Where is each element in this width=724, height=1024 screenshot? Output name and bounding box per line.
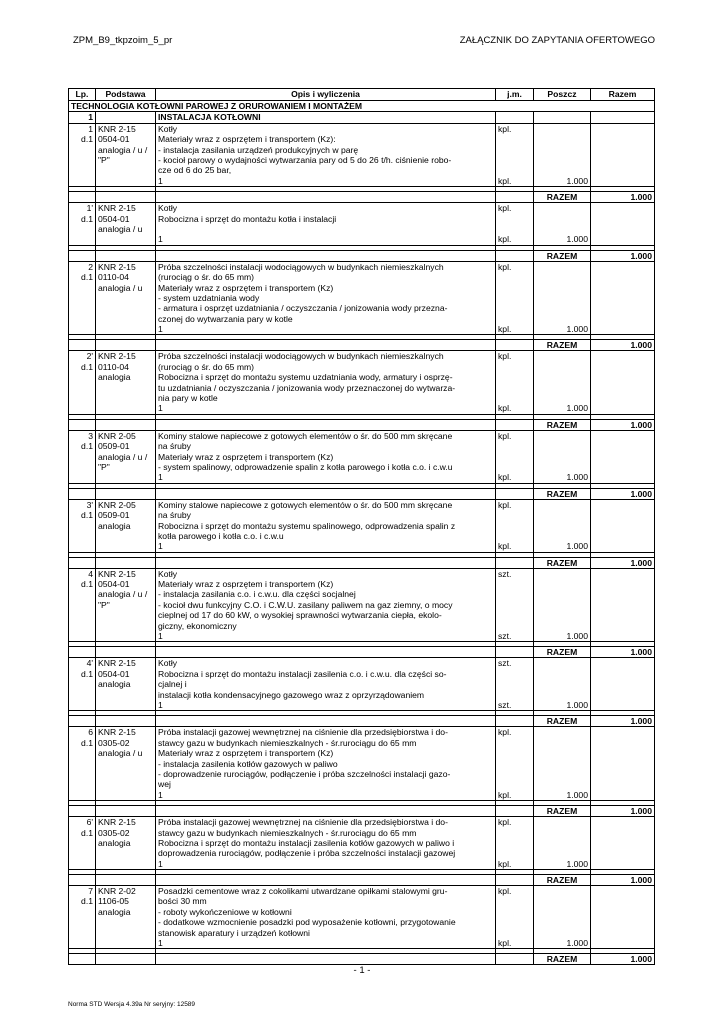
razem-value: 1.000 [591,557,655,568]
table-row [69,817,655,870]
item-description-line: - system uzdatniania wody [158,292,260,303]
item-lp-line: 2 [88,261,93,272]
item-description-line: Robocizna i sprzęt do montażu instalacji zasilenia kotłów gazowych w paliwo i [158,837,455,848]
item-description [156,568,496,642]
item-basis-line: KNR 2-02 [98,886,136,897]
item-description [156,499,496,552]
item-description-line: Kotły [158,658,178,669]
item-poszcz: 1.000 [534,203,591,246]
item-description-line: Kominy stalowe napiecowe z gotowych elementów o śr. do 500 mm skręcane [158,430,453,441]
item-lp [69,430,96,483]
item-lp [69,261,96,335]
item-quantity: 1 [158,938,163,949]
item-description-line: tu uzdatniania / oczyszczania / jonizowania wody przeznaczonej do wytwarza- [158,382,456,393]
razem-row [69,557,655,568]
item-unit: kpl. [498,261,512,272]
razem-label: RAZEM [534,250,591,261]
item-description [156,727,496,801]
item-unit-total: kpl. [498,175,512,186]
item-lp-line: d.1 [81,441,93,452]
document-header-right: ZAŁĄCZNIK DO ZAPYTANIA OFERTOWEGO [459,35,655,46]
table-header-row [69,89,655,101]
item-description [156,430,496,483]
item-poszcz: 1.000 [534,727,591,801]
item-poszcz: 1.000 [534,261,591,335]
item-poszcz: 1.000 [534,568,591,642]
razem-label: RAZEM [534,954,591,965]
item-basis-line: 0504-01 [98,579,130,590]
item-description-line: Kotły [158,568,178,579]
razem-value: 1.000 [591,340,655,351]
item-description-line: Robocizna i sprzęt do montażu systemu uzdatniania wody, armatury i osprzę- [158,372,453,383]
item-basis-line: 0509-01 [98,510,130,521]
cost-estimate-table [68,88,655,965]
item-quantity: 1 [158,234,163,245]
section-row [69,101,655,112]
item-lp-line: d.1 [81,213,93,224]
item-description-line: Kotły [158,123,178,134]
item-lp [69,351,96,414]
razem-value: 1.000 [591,192,655,203]
item-unit-total: kpl. [498,541,512,552]
item-basis-line: KNR 2-15 [98,351,136,362]
item-quantity: 1 [158,403,163,414]
item-basis-line: KNR 2-15 [98,568,136,579]
item-lp-line: 7 [88,886,93,897]
item-basis-line: analogia [98,372,131,383]
table-row [69,886,655,949]
item-lp-line: 6' [86,817,93,828]
item-lp-line: 3 [88,430,93,441]
item-unit: kpl. [498,817,512,828]
item-description-line: nia pary w kotle [158,393,218,404]
item-quantity: 1 [158,631,163,642]
item-quantity: 1 [158,858,163,869]
item-description-line: stanowisk aparatury i urządzeń kotłowni [158,927,310,938]
razem-row [69,419,655,430]
item-basis-line: KNR 2-15 [98,658,136,669]
item-basis-line: KNR 2-15 [98,261,136,272]
item-poszcz: 1.000 [534,886,591,949]
item-basis-line: KNR 2-15 [98,727,136,738]
item-lp [69,727,96,801]
item-description-line: cieplnej od 17 do 60 kW, o wysokiej sprawności wytwarzania ciepła, ekolo- [158,610,442,621]
item-description-line: Próba instalacji gazowej wewnętrznej na ciśnienie dla przedsiębiorstwa i do- [158,727,448,738]
item-unit-total: kpl. [498,789,512,800]
item-description-line: bości 30 mm [158,896,207,907]
razem-value: 1.000 [591,875,655,886]
item-description-line: Kominy stalowe napiecowe z gotowych elementów o śr. do 500 mm skręcane [158,499,453,510]
page-number: - 1 - [353,965,371,976]
item-lp-line: d.1 [81,510,93,521]
item-basis-line: analogia / u [98,748,143,759]
item-description-line: doprowadzenia rurociągów, podłączenie i próba szczelności instalacji gazowej [158,848,456,859]
item-lp [69,568,96,642]
item-basis-line: "P" [98,461,110,472]
item-description-line: stawcy gazu w budynkach niemieszkalnych - śr.rurociągu do 65 mm [158,827,417,838]
razem-value: 1.000 [591,647,655,658]
column-header-razem: Razem [591,89,655,101]
item-basis-line: 0504-01 [98,134,130,145]
razem-row [69,806,655,817]
item-basis-line: KNR 2-05 [98,430,136,441]
razem-row [69,250,655,261]
razem-label: RAZEM [534,488,591,499]
item-unit-total: kpl. [498,324,512,335]
table-row [69,123,655,186]
item-lp-line: d.1 [81,361,93,372]
table-row [69,351,655,414]
item-basis-line: analogia [98,679,131,690]
table-row [69,499,655,552]
item-unit-cell [496,727,534,801]
item-basis-line: "P" [98,154,110,165]
item-unit: kpl. [498,727,512,738]
table-row [69,203,655,246]
item-description [156,817,496,870]
item-description-line: (rurociąg o śr. do 65 mm) [158,272,254,283]
item-unit-total: kpl. [498,858,512,869]
item-description-line: Próba szczelności instalacji wodociągowych w budynkach niemieszkalnych [158,261,444,272]
item-basis [96,123,156,186]
table-row [69,568,655,642]
item-description-line: kotła parowego i kotła c.o. i c.w.u [158,530,284,541]
item-poszcz: 1.000 [534,430,591,483]
razem-label: RAZEM [534,419,591,430]
item-lp [69,499,96,552]
column-header-jm: j.m. [496,89,534,101]
item-description [156,123,496,186]
razem-value: 1.000 [591,954,655,965]
item-basis-line: KNR 2-15 [98,123,136,134]
item-unit: szt. [498,658,512,669]
item-unit-cell [496,499,534,552]
subsection-lp: 1 [69,112,96,123]
item-basis [96,430,156,483]
item-unit: kpl. [498,499,512,510]
razem-row [69,716,655,727]
item-unit-total: kpl. [498,234,512,245]
razem-row [69,488,655,499]
item-basis-line: 0509-01 [98,441,130,452]
section-title: TECHNOLOGIA KOTŁOWNI PAROWEJ Z ORUROWANIEM I MONTAŻEM [69,101,655,112]
item-description-line: - doprowadzenie rurociągów, podłączenie i próba szczelności instalacji gazo- [158,768,451,779]
item-description-line: Robocizna i sprzęt do montażu systemu spalinowego, odprowadzenia spalin z [158,520,456,531]
item-description-line: Kotły [158,203,178,214]
razem-value: 1.000 [591,806,655,817]
item-unit: kpl. [498,430,512,441]
table-row [69,658,655,711]
column-header-podstawa: Podstawa [96,89,156,101]
item-unit: kpl. [498,203,512,214]
software-version-note: Norma STD Wersja 4.39a Nr seryjny: 12589 [68,1001,196,1008]
item-description-line: - dodatkowe wzmocnienie posadzki pod wyposażenie kotłowni, przygotowanie [158,917,456,928]
column-header-lp: Lp. [69,89,96,101]
item-description-line: cze od 6 do 25 bar, [158,165,232,176]
document-header-left: ZPM_B9_tkpzoim_5_pr [73,35,173,46]
item-description-line: - instalacja zasilania c.o. i c.w.u. dla części socjalnej [158,589,356,600]
item-unit: kpl. [498,123,512,134]
item-description-line [158,224,493,234]
item-unit-cell [496,658,534,711]
item-description-line: Materiały wraz z osprzętem i transportem (Kz) [158,451,334,462]
item-lp-line: 1' [86,203,93,214]
item-basis-line: analogia / u / [98,451,148,462]
razem-label: RAZEM [534,875,591,886]
razem-row [69,647,655,658]
item-quantity: 1 [158,541,163,552]
column-header-opis: Opis i wyliczenia [156,89,496,101]
table-row [69,727,655,801]
item-basis [96,499,156,552]
item-description-line: - roboty wykończeniowe w kotłowni [158,906,292,917]
item-description-line: Próba szczelności instalacji wodociągowych w budynkach niemieszkalnych [158,351,444,362]
item-basis-line: analogia [98,837,131,848]
item-basis-line: analogia / u [98,282,143,293]
item-description-line: giczny, ekonomiczny [158,620,237,631]
razem-row [69,192,655,203]
item-poszcz: 1.000 [534,499,591,552]
item-basis-line: analogia [98,906,131,917]
item-lp-line: d.1 [81,896,93,907]
item-lp-line: d.1 [81,272,93,283]
item-lp [69,123,96,186]
item-basis [96,261,156,335]
item-unit-cell [496,203,534,246]
item-description-line: (rurociąg o śr. do 65 mm) [158,361,254,372]
item-basis [96,658,156,711]
item-quantity: 1 [158,472,163,483]
razem-label: RAZEM [534,647,591,658]
item-description-line: instalacji kotła kondensacyjnego gazowego wraz z oprzyrządowaniem [158,689,425,700]
razem-label: RAZEM [534,716,591,727]
item-basis-line: analogia / u / [98,144,148,155]
item-unit-total: szt. [498,631,512,642]
razem-label: RAZEM [534,192,591,203]
item-lp [69,817,96,870]
razem-label: RAZEM [534,557,591,568]
item-quantity: 1 [158,700,163,710]
item-unit-cell [496,123,534,186]
item-description-line: Materiały wraz z osprzętem i transportem (Kz) [158,579,334,590]
item-description-line: na śruby [158,441,191,452]
item-lp [69,203,96,246]
item-description-line: Materiały wraz z osprzętem i transportem (Kz): [158,134,336,145]
razem-value: 1.000 [591,250,655,261]
item-basis-line: 0305-02 [98,737,130,748]
item-unit-cell [496,886,534,949]
item-quantity: 1 [158,324,163,335]
item-quantity: 1 [158,175,163,186]
item-basis-line: 0504-01 [98,213,130,224]
item-description-line: Materiały wraz z osprzętem i transportem (Kz) [158,282,334,293]
item-description-line: Robocizna i sprzęt do montażu instalacji zasilenia c.o. i c.w.u. dla części so- [158,668,447,679]
item-unit-cell [496,261,534,335]
item-lp-line: d.1 [81,737,93,748]
item-basis [96,203,156,246]
item-description-line: wej [158,779,171,790]
item-basis-line: KNR 2-15 [98,817,136,828]
item-lp-line: 6 [88,727,93,738]
item-lp [69,886,96,949]
item-lp-line: d.1 [81,579,93,590]
item-basis-line: 1106-05 [98,896,129,907]
item-basis [96,727,156,801]
item-basis-line: 0504-01 [98,668,130,679]
item-basis-line: analogia / u [98,223,143,234]
item-poszcz: 1.000 [534,658,591,711]
razem-row [69,875,655,886]
item-description-line: czonej do wytwarzania pary w kotle [158,313,293,324]
item-lp-line: 4' [86,658,93,669]
column-header-poszcz: Poszcz [534,89,591,101]
item-basis [96,351,156,414]
item-lp-line: d.1 [81,668,93,679]
item-description-line: - kocioł parowy o wydajności wytwarzania pary od 5 do 26 t/h. ciśnienie robo- [158,154,452,165]
item-unit-cell [496,817,534,870]
item-basis-line: 0110-04 [98,272,129,283]
item-basis-line: KNR 2-05 [98,499,136,510]
item-unit-total: kpl. [498,938,512,949]
item-basis [96,568,156,642]
item-lp-line: 1 [88,123,93,134]
item-description-line: stawcy gazu w budynkach niemieszkalnych - śr.rurociągu do 65 mm [158,737,417,748]
item-basis-line: analogia [98,520,131,531]
item-basis-line: KNR 2-15 [98,203,136,214]
item-lp-line: d.1 [81,827,93,838]
item-description-line: - armatura i osprzęt uzdatniania / oczyszczania / jonizowania wody przezna- [158,303,448,314]
item-description-line: - instalacja zasilania urządzeń produkcyjnych w parę [158,144,359,155]
item-poszcz: 1.000 [534,351,591,414]
item-description [156,658,496,711]
razem-value: 1.000 [591,488,655,499]
item-description-line: Próba instalacji gazowej wewnętrznej na ciśnienie dla przedsiębiorstwa i do- [158,817,448,828]
item-lp-line: d.1 [81,134,93,145]
item-poszcz: 1.000 [534,123,591,186]
item-description [156,886,496,949]
item-unit-cell [496,351,534,414]
item-unit-total: kpl. [498,403,512,414]
item-description [156,203,496,246]
item-unit-total: szt. [498,699,512,710]
razem-label: RAZEM [534,340,591,351]
item-description-line: na śruby [158,510,191,521]
item-unit: szt. [498,568,512,579]
item-description [156,261,496,335]
item-description-line: - system spalinowy, odprowadzenie spalin z kotła parowego i kotła c.o. i c.w.u [158,461,453,472]
item-basis [96,817,156,870]
item-unit-cell [496,568,534,642]
item-description [156,351,496,414]
subsection-row [69,112,655,123]
item-description-line: - instalacja zasilenia kotłów gazowych w paliwo [158,758,338,769]
item-description-line: Materiały wraz z osprzętem i transportem (Kz) [158,748,334,759]
table-row [69,261,655,335]
item-lp-line: 4 [88,568,93,579]
item-basis-line: analogia / u / [98,589,148,600]
item-poszcz: 1.000 [534,817,591,870]
item-basis [96,886,156,949]
subsection-title: INSTALACJA KOTŁOWNI [156,112,496,123]
item-lp-line: 3' [86,499,93,510]
item-description-line: Posadzki cementowe wraz z cokolikami utwardzane opiłkami stalowymi gru- [158,886,448,897]
item-description-line: cjalnej i [158,679,187,690]
razem-row [69,954,655,965]
razem-value: 1.000 [591,716,655,727]
item-unit: kpl. [498,886,512,897]
razem-value: 1.000 [591,419,655,430]
item-basis-line: 0305-02 [98,827,130,838]
item-lp-line: 2' [86,351,93,362]
item-description-line: Robocizna i sprzęt do montażu kotła i instalacji [158,213,337,224]
item-unit-total: kpl. [498,472,512,483]
item-lp [69,658,96,711]
item-description-line: - kocioł dwu funkcyjny C.O. i C.W.U. zasilany paliwem na gaz ziemny, o mocy [158,599,453,610]
item-quantity: 1 [158,789,163,800]
item-unit: kpl. [498,351,512,362]
item-basis-line: 0110-04 [98,361,129,372]
table-row [69,430,655,483]
razem-row [69,340,655,351]
razem-label: RAZEM [534,806,591,817]
item-unit-cell [496,430,534,483]
item-basis-line: "P" [98,599,110,610]
